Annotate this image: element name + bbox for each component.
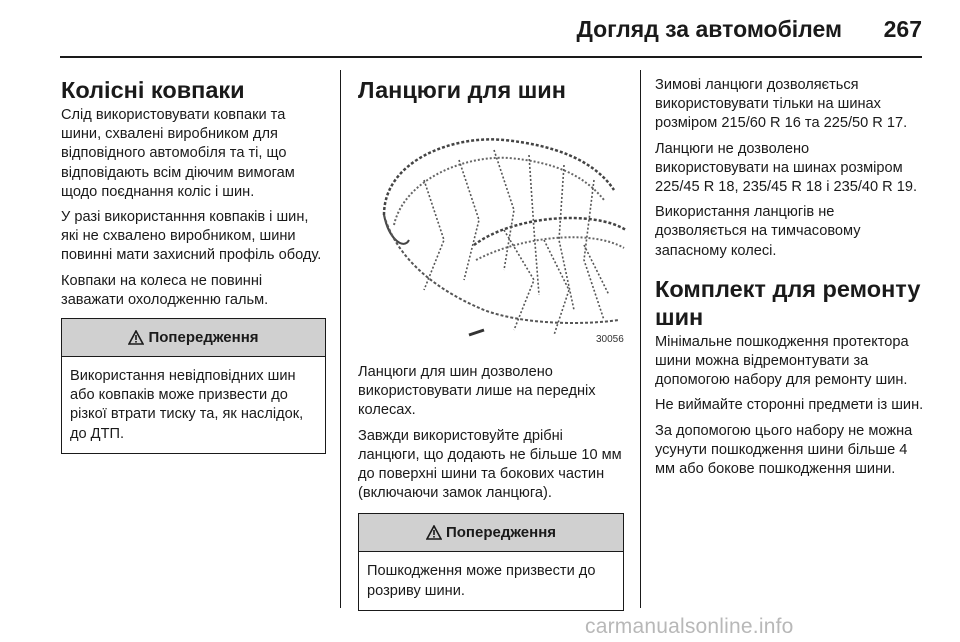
warning-header bbox=[359, 514, 623, 552]
column-2 bbox=[358, 76, 624, 611]
warning-header bbox=[62, 319, 325, 357]
warning-triangle-icon bbox=[426, 525, 442, 540]
paragraph: У разі використанння ковпаків і шин, які не схвалено виробником, шини повинні мати захисний профіль ободу. bbox=[61, 209, 322, 264]
paragraph: Ковпаки на колеса не повинні заважати охолодженню гальм. bbox=[61, 272, 269, 308]
warning-text: Використання невідповідних шин або ковпаків може призвести до різкої втрати тиску та, як наслідок, до ДТП. bbox=[70, 368, 304, 442]
warning-title: Попередження bbox=[445, 524, 557, 542]
paragraph: За допомогою цього набору не можна усунути пошкодження шини більше 4 мм або бокове пошкодження шини. bbox=[655, 422, 913, 478]
section-title: Догляд за автомобілем bbox=[576, 16, 842, 42]
heading-wheel-covers: Колісні ковпаки bbox=[61, 77, 245, 103]
header-divider bbox=[60, 56, 922, 58]
paragraph: Завжди використовуйте дрібні ланцюги, що додають не більше 10 мм до поверхні шини та бокових частин (включаючи замок ланцюга). bbox=[358, 427, 622, 502]
warning-box bbox=[358, 513, 624, 610]
watermark: carmanualsonline.info bbox=[585, 615, 794, 638]
page-number: 267 bbox=[883, 16, 922, 42]
warning-triangle-icon bbox=[128, 330, 144, 345]
paragraph: Мінімальне пошкодження протектора шини можна відремонтувати за допомогою набору для ремонту шин. bbox=[655, 333, 909, 389]
tire-chains-illustration bbox=[364, 120, 630, 346]
warning-text: Пошкодження може призвести до розриву шини. bbox=[367, 563, 596, 599]
column-1 bbox=[61, 76, 326, 454]
heading-tire-repair-kit: Комплект для ремонту шин bbox=[655, 275, 921, 330]
paragraph: Використання ланцюгів не дозволяється на тимчасовому запасному колесі. bbox=[655, 204, 861, 259]
paragraph: Ланцюги для шин дозволено використовувати лише на передніх колесах. bbox=[358, 364, 596, 419]
column-divider bbox=[340, 70, 341, 608]
figure-id: 30056 bbox=[596, 334, 624, 345]
column-3 bbox=[655, 76, 925, 485]
column-divider bbox=[640, 70, 641, 608]
heading-tire-chains: Ланцюги для шин bbox=[358, 77, 566, 103]
page-header bbox=[0, 0, 960, 58]
paragraph: Зимові ланцюги дозволяється використовувати тільки на шинах розміром 215/60 R 16 та 225/50 R 17. bbox=[655, 77, 908, 132]
paragraph: Слід використовувати ковпаки та шини, схвалені виробником для відповідного автомобіля та ті, що відповідають всім діючим вимогам щодо поєднання коліс і шин. bbox=[61, 107, 295, 200]
paragraph: Не виймайте сторонні предмети із шин. bbox=[655, 397, 924, 414]
warning-title: Попередження bbox=[148, 329, 259, 347]
warning-box bbox=[61, 318, 326, 454]
paragraph: Ланцюги не дозволено використовувати на шинах розміром 225/45 R 18, 235/45 R 18 і 235/40 R 19. bbox=[655, 140, 918, 196]
